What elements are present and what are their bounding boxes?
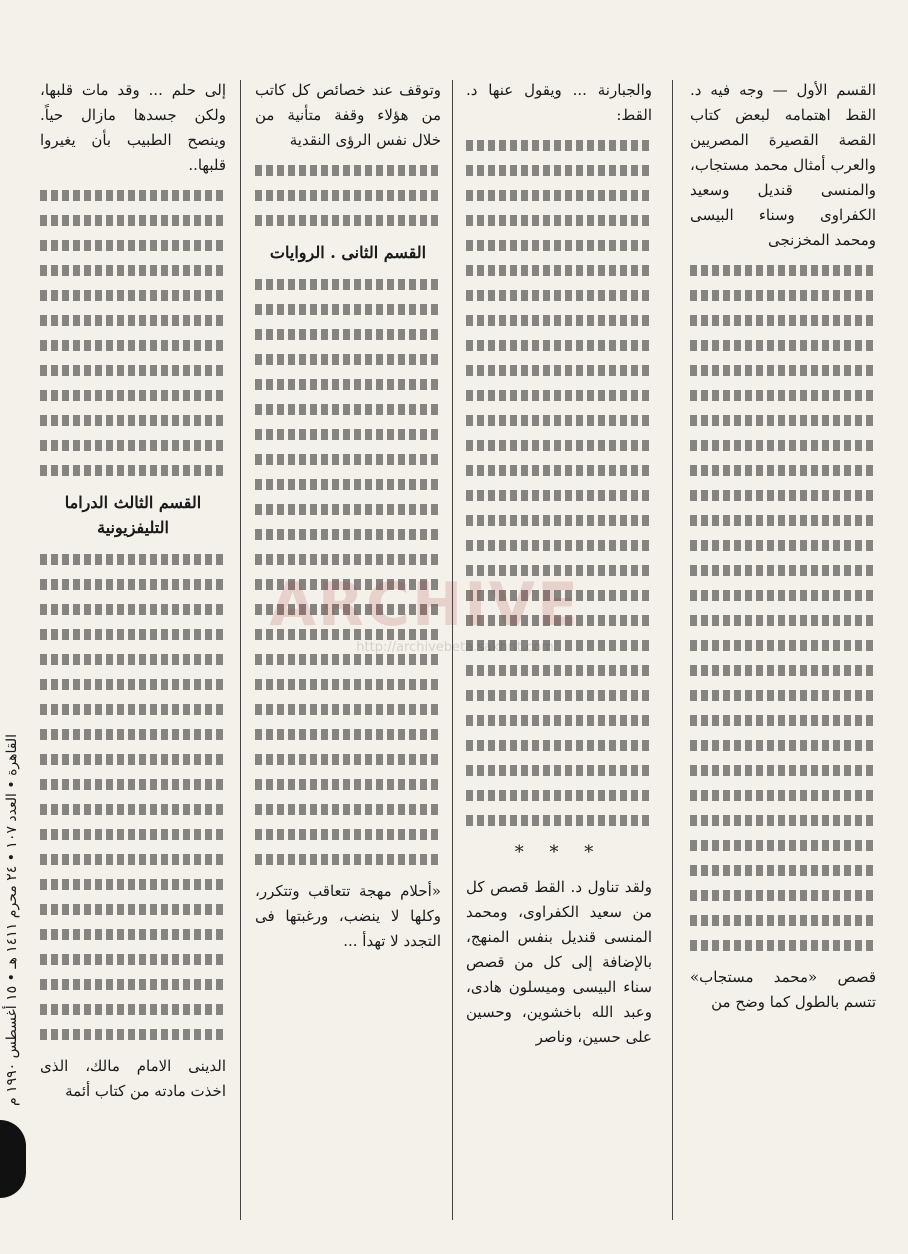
body-text-block bbox=[40, 554, 226, 1040]
watermark-url: http://archivebeta.sakhrit.com bbox=[356, 640, 554, 655]
body-text-block bbox=[466, 140, 652, 826]
text-column-4 bbox=[40, 78, 226, 1228]
column-2-bottom-text: ولقد تناول د. القط قصص كل من سعيد الكفراوى، ومحمد المنسى قنديل بنفس المنهج، بالإضافة إلى كل من قصص سناء البيسى وميسلون هادى، وعبد الله باخشوين، وحسين على حسين، وناصر bbox=[466, 878, 652, 1046]
text-column-2 bbox=[466, 78, 652, 1228]
body-text-block bbox=[255, 165, 441, 226]
body-text-block bbox=[690, 265, 876, 951]
section-heading-novels: القسم الثانى . الروايات bbox=[269, 243, 427, 262]
column-divider bbox=[452, 80, 453, 1220]
column-divider bbox=[240, 80, 241, 1220]
column-1-top-text: القسم الأول — وجه فيه د. القط اهتمامه لبعض كتاب القصة القصيرة المصريين والعرب أمثال محمد مستجاب، والمنسى قنديل وسعيد الكفراوى وسناء البيسى ومحمد المخزنجى bbox=[690, 81, 876, 249]
body-text-block bbox=[40, 190, 226, 476]
text-column-1 bbox=[690, 78, 876, 1228]
column-divider bbox=[672, 80, 673, 1220]
section-heading-tv-drama: القسم الثالث الدراما التليفزيونية bbox=[64, 493, 202, 537]
text-column-3 bbox=[255, 78, 441, 1228]
column-4-bottom-text: الدينى الامام مالك، الذى اخذت مادته من كتاب أئمة bbox=[40, 1057, 226, 1100]
issue-date-strip: القاهرة • العدد ١٠٧ • ٢٤ محرم ١٤١١ هـ • ١٥ أغسطس ١٩٩٠ م bbox=[4, 733, 20, 1107]
column-1-bottom-text: قصص «محمد مستجاب» تتسم بالطول كما وضح من bbox=[690, 968, 876, 1011]
section-separator-stars: * * * bbox=[514, 842, 604, 863]
body-text-block bbox=[255, 279, 441, 865]
column-4-top-text: إلى حلم ... وقد مات قلبها، ولكن جسدها مازال حياً. وينصح الطبيب بأن يغيروا قلبها.. bbox=[40, 81, 226, 174]
column-2-top-text: والجبارنة ... ويقول عنها د. القط: bbox=[466, 81, 652, 124]
column-3-bottom-text: «أحلام مهجة تتعاقب وتتكرر، وكلها لا ينضب، ورغبتها فى التجدد لا تهدأ ... bbox=[255, 882, 441, 950]
column-3-top-text: وتوقف عند خصائص كل كاتب من هؤلاء وقفة متأنية من خلال نفس الرؤى النقدية bbox=[255, 81, 441, 149]
